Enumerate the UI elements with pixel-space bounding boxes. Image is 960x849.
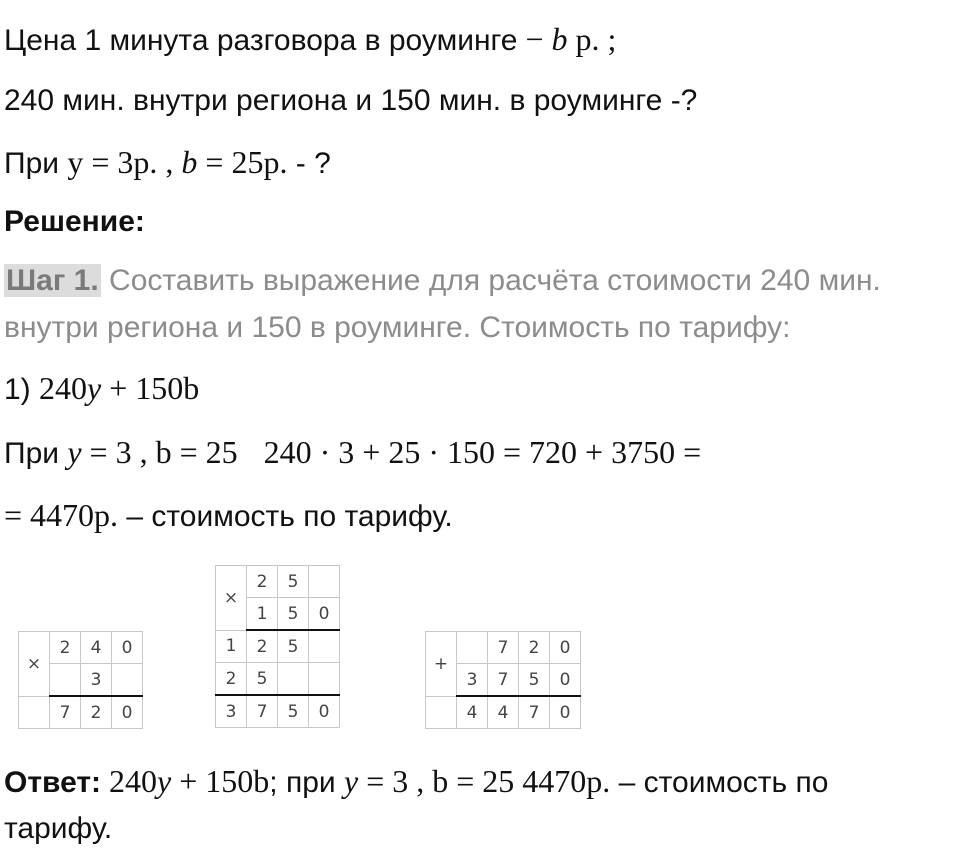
problem-line-2: 240 мин. внутри региона и 150 мин. в роуминге -? <box>4 84 698 117</box>
digit-cell: 2 <box>519 632 550 664</box>
digit-cell: 0 <box>550 696 581 729</box>
digit-cell: 2 <box>50 632 81 664</box>
digit-cell: 3 <box>216 695 247 728</box>
digit-cell: 0 <box>550 664 581 697</box>
result-text: – стоимость по тарифу. <box>118 500 453 533</box>
digit-cell <box>278 663 309 696</box>
answer-math-1b: + 150b <box>171 763 270 799</box>
answer-math-2y: y <box>344 763 359 799</box>
expression-y: y <box>87 370 102 406</box>
digit-cell: 1 <box>216 630 247 663</box>
digit-cell: 0 <box>112 696 143 729</box>
expression-line <box>4 371 199 406</box>
problem-line-3-var: b <box>181 144 198 180</box>
step-1-line-2: внутри региона и 150 в роуминге. Стоимость по тарифу: <box>4 311 791 344</box>
digit-cell <box>309 630 340 663</box>
digit-cell: 7 <box>247 695 278 728</box>
answer-math-1y: y <box>157 763 172 799</box>
digit-cell: 0 <box>309 598 340 631</box>
multiply-sign-2: × <box>216 566 247 631</box>
calculation-prefix: При <box>4 437 68 470</box>
column-addition-720+3750 <box>425 631 581 729</box>
expression-b: + 150b <box>101 370 200 406</box>
answer-line-1 <box>4 764 828 799</box>
digit-cell: 0 <box>550 632 581 664</box>
calculation-line <box>4 435 701 470</box>
digit-cell <box>50 664 81 697</box>
step-1-text-1: Составить выражение для расчёта стоимости 240 мин. <box>100 264 881 297</box>
problem-line-3-prefix: При <box>4 147 68 180</box>
digit-cell <box>309 566 340 598</box>
digit-cell: 0 <box>309 695 340 728</box>
result-math: = 4470р. <box>4 497 119 533</box>
column-multiplication-240x3 <box>18 631 143 729</box>
digit-cell: 5 <box>278 566 309 598</box>
digit-cell: 7 <box>488 632 519 664</box>
problem-line-3-math1: у = 3р. , <box>67 144 182 180</box>
digit-cell: 2 <box>81 696 112 729</box>
digit-cell <box>112 664 143 697</box>
digit-cell <box>457 632 488 664</box>
problem-line-3-suffix: - ? <box>287 147 331 180</box>
problem-line-3-math2: = 25р. <box>197 144 288 180</box>
digit-cell: 5 <box>247 663 278 696</box>
digit-cell: 7 <box>50 696 81 729</box>
answer-text-2: – стоимость по <box>610 766 829 799</box>
digit-cell: 4 <box>81 632 112 664</box>
plus-sign: + <box>426 632 457 697</box>
digit-cell: 3 <box>81 664 112 697</box>
problem-line-3 <box>4 145 331 180</box>
digit-cell: 7 <box>488 664 519 697</box>
digit-cell: 4 <box>457 696 488 729</box>
problem-line-1 <box>4 22 616 57</box>
calculation-condition: = 3 , b = 25 <box>81 434 238 470</box>
column-multiplication-25x150 <box>215 565 340 728</box>
result-line <box>4 498 453 533</box>
multiply-sign-1: × <box>19 632 50 697</box>
answer-line-2: тарифу. <box>4 812 113 845</box>
digit-cell: 4 <box>488 696 519 729</box>
answer-math-2: = 3 , b = 25 4470р. <box>358 763 611 799</box>
solution-heading: Решение: <box>4 205 145 238</box>
digit-cell <box>426 696 457 729</box>
answer-math-1a: 240 <box>101 763 158 799</box>
answer-label: Ответ: <box>4 766 102 799</box>
digit-cell: 5 <box>278 630 309 663</box>
calculation-y: y <box>67 434 82 470</box>
digit-cell: 3 <box>457 664 488 697</box>
expression-prefix: 1) <box>4 373 40 406</box>
digit-cell: 5 <box>519 664 550 697</box>
problem-line-1-var: b <box>551 21 568 57</box>
calculation-expression: 240 · 3 + 25 · 150 = 720 + 3750 = <box>263 434 702 470</box>
digit-cell: 0 <box>112 632 143 664</box>
digit-cell: 1 <box>247 598 278 631</box>
digit-cell: 5 <box>278 598 309 631</box>
digit-cell <box>19 696 50 729</box>
problem-line-1-unit: р. ; <box>567 21 617 57</box>
problem-line-1-text: Цена 1 минута разговора в роуминге <box>4 24 518 57</box>
digit-cell <box>309 663 340 696</box>
step-1-label: Шаг 1. <box>6 264 99 297</box>
digit-cell: 7 <box>519 696 550 729</box>
answer-text-1: ; при <box>269 766 344 799</box>
digit-cell: 5 <box>278 695 309 728</box>
digit-cell: 2 <box>247 566 278 598</box>
problem-line-1-dash: − <box>517 21 552 57</box>
digit-cell: 2 <box>216 663 247 696</box>
step-1-line-1 <box>4 264 881 297</box>
digit-cell: 2 <box>247 630 278 663</box>
expression-a: 240 <box>39 370 88 406</box>
